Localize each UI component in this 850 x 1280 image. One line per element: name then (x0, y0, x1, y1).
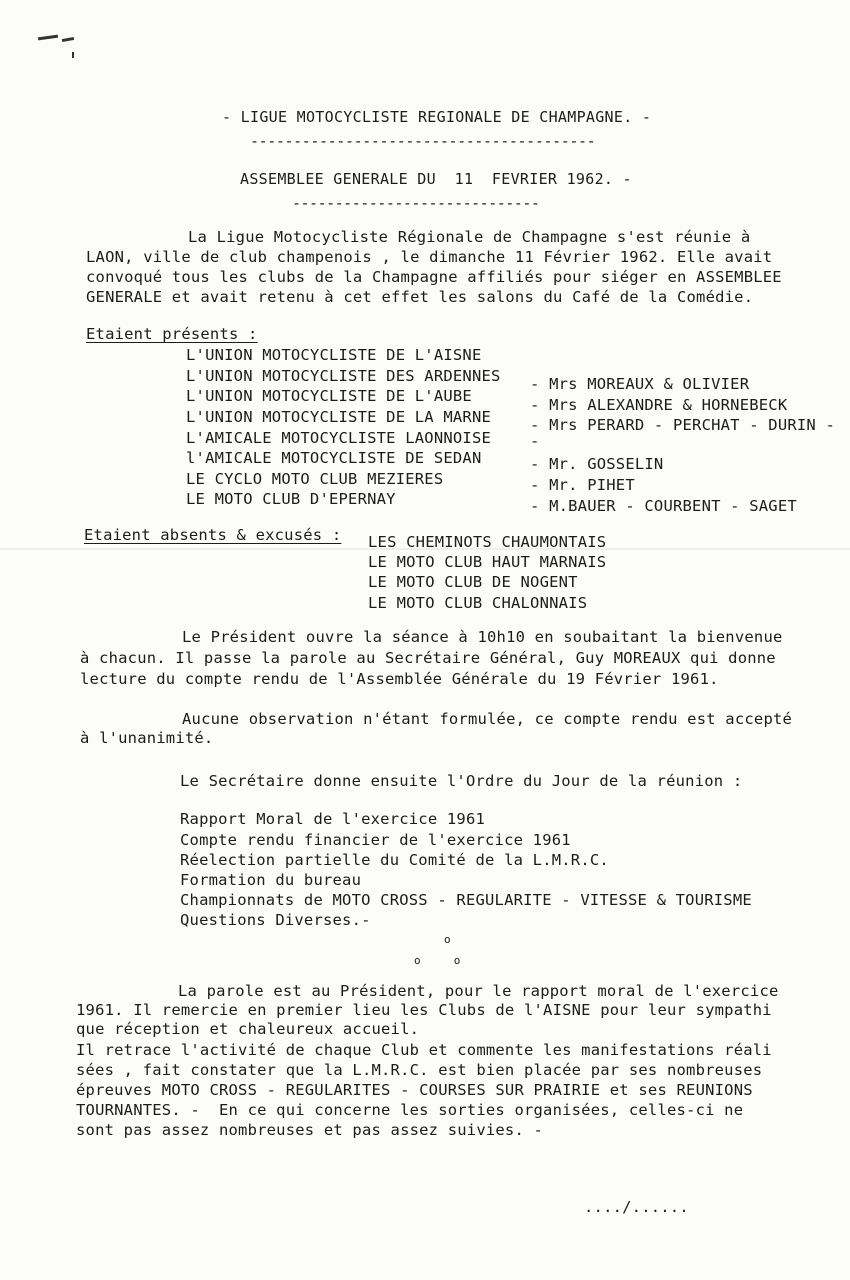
document-title: - LIGUE MOTOCYCLISTE REGIONALE DE CHAMPAGNE. - (222, 108, 652, 126)
absent-heading: Etaient absents & excusés : (84, 526, 342, 544)
paragraph-line: sées , fait constater que la L.M.R.C. est bien placée par ses nombreuses (76, 1061, 763, 1079)
agenda-item: Questions Diverses.- (180, 911, 371, 929)
representative-names: - (530, 432, 540, 450)
title-rule: ---------------------------------------- (250, 132, 596, 150)
paragraph-line: convoqué tous les clubs de la Champagne affiliés pour siéger en ASSEMBLEE (86, 268, 782, 286)
club-name: L'UNION MOTOCYCLISTE DE L'AUBE (186, 387, 472, 405)
paragraph-line: à l'unanimité. (80, 729, 214, 747)
agenda-item: Formation du bureau (180, 871, 362, 889)
agenda-item: Compte rendu financier de l'exercice 1961 (180, 831, 571, 849)
agenda-item: Rapport Moral de l'exercice 1961 (180, 810, 486, 828)
paragraph-line: La parole est au Président, pour le rapport moral de l'exercice (178, 982, 779, 1000)
paragraph-line: lecture du compte rendu de l'Assemblée Générale du 19 Février 1961. (80, 670, 719, 688)
agenda-item: Réelection partielle du Comité de la L.M.R.C. (180, 851, 609, 869)
club-name: L'AMICALE MOTOCYCLISTE LAONNOISE (186, 429, 492, 447)
paragraph-line: épreuves MOTO CROSS - REGULARITES - COURSES SUR PRAIRIE et ses REUNIONS (76, 1081, 753, 1099)
paragraph-line: GENERALE et avait retenu à cet effet les salons du Café de la Comédie. (86, 288, 754, 306)
representative-names: - Mrs PERARD - PERCHAT - DURIN - (530, 416, 836, 434)
paragraph-line: sont pas assez nombreuses et pas assez suivies. - (76, 1121, 544, 1139)
representative-names: - M.BAUER - COURBENT - SAGET (530, 497, 797, 515)
section-separator-bottom: o o (414, 954, 461, 967)
paragraph-line: à chacun. Il passe la parole au Secrétaire Général, Guy MOREAUX qui donne (80, 649, 776, 667)
club-name: l'AMICALE MOTOCYCLISTE DE SEDAN (186, 449, 482, 467)
continuation-marker: ..../...... (584, 1198, 689, 1216)
club-name: LE CYCLO MOTO CLUB MEZIERES (186, 470, 444, 488)
agenda-intro: Le Secrétaire donne ensuite l'Ordre du Jour de la réunion : (180, 772, 743, 790)
representative-names: - Mr. PIHET (530, 476, 635, 494)
paragraph-line: TOURNANTES. - En ce qui concerne les sorties organisées, celles-ci ne (76, 1101, 744, 1119)
paragraph-line: Le Président ouvre la séance à 10h10 en soubaitant la bienvenue (182, 628, 783, 646)
paragraph-line: 1961. Il remercie en premier lieu les Clubs de l'AISNE pour leur sympathi (76, 1001, 772, 1019)
paragraph-line: La Ligue Motocycliste Régionale de Champagne s'est réunie à (188, 228, 751, 246)
representative-names: - Mrs MOREAUX & OLIVIER (530, 375, 750, 393)
club-name: LE MOTO CLUB CHALONNAIS (368, 594, 588, 612)
section-separator-top: o (444, 933, 451, 946)
club-name: LES CHEMINOTS CHAUMONTAIS (368, 533, 607, 551)
club-name: L'UNION MOTOCYCLISTE DE LA MARNE (186, 408, 492, 426)
representative-names: - Mrs ALEXANDRE & HORNEBECK (530, 396, 788, 414)
club-name: LE MOTO CLUB DE NOGENT (368, 573, 578, 591)
paragraph-line: Aucune observation n'étant formulée, ce compte rendu est accepté (182, 710, 793, 728)
club-name: L'UNION MOTOCYCLISTE DE L'AISNE (186, 346, 482, 364)
representative-names: - Mr. GOSSELIN (530, 455, 664, 473)
present-heading: Etaient présents : (86, 325, 258, 343)
paragraph-line: Il retrace l'activité de chaque Club et commente les manifestations réali (76, 1041, 772, 1059)
agenda-item: Championnats de MOTO CROSS - REGULARITE - VITESSE & TOURISME (180, 891, 752, 909)
club-name: LE MOTO CLUB D'EPERNAY (186, 490, 396, 508)
document-subtitle: ASSEMBLEE GENERALE DU 11 FEVRIER 1962. - (240, 170, 632, 188)
club-name: L'UNION MOTOCYCLISTE DES ARDENNES (186, 367, 501, 385)
scan-mark (38, 35, 58, 41)
scan-mark (72, 52, 74, 58)
subtitle-rule: ----------------------------- (292, 194, 540, 212)
paragraph-line: que réception et chaleureux accueil. (76, 1020, 420, 1038)
scan-mark (62, 37, 74, 42)
paragraph-line: LAON, ville de club champenois , le dimanche 11 Février 1962. Elle avait (86, 248, 773, 266)
club-name: LE MOTO CLUB HAUT MARNAIS (368, 553, 607, 571)
